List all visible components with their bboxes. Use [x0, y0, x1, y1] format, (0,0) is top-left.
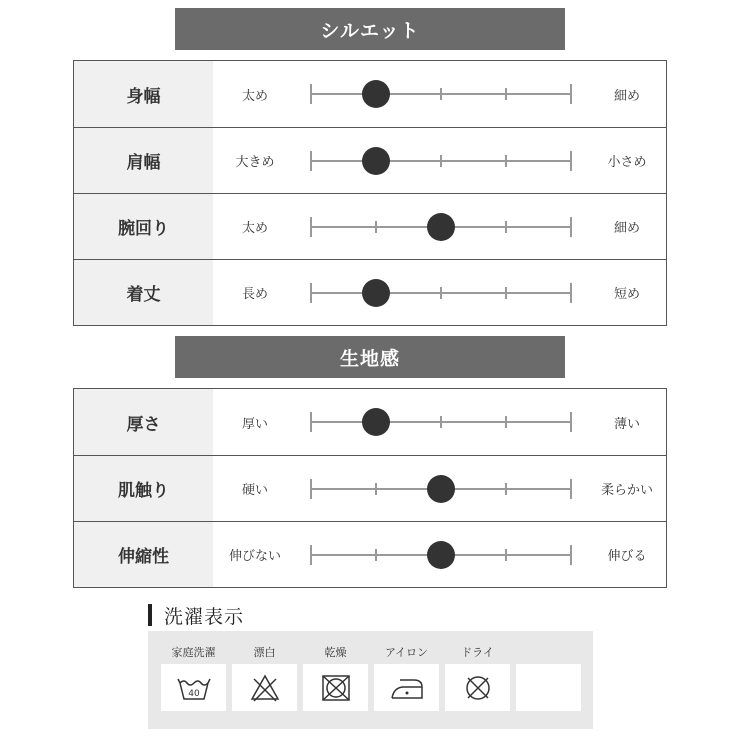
- care-icon-box: [303, 664, 368, 711]
- scale-indicator-dot: [362, 408, 390, 436]
- row-label: 伸縮性: [74, 522, 213, 587]
- scale-indicator-dot: [362, 279, 390, 307]
- scale-tick: [505, 155, 507, 167]
- scale-left-label: 硬い: [241, 483, 268, 498]
- scale-tick: [570, 84, 572, 104]
- scale-tick: [375, 483, 377, 495]
- care-item-dry-clean: [445, 631, 510, 729]
- scale-tick: [310, 151, 312, 171]
- texture-header: 生地感: [175, 336, 565, 378]
- scale-tick: [505, 88, 507, 100]
- scale-indicator-dot: [427, 541, 455, 569]
- scale-tick: [375, 221, 377, 233]
- care-item-empty: [516, 631, 581, 729]
- row-label: 肩幅: [74, 128, 213, 193]
- scale-tick: [440, 88, 442, 100]
- washtub-40-icon: [176, 673, 212, 703]
- scale-tick: [570, 283, 572, 303]
- scale-tick: [570, 545, 572, 565]
- scale-tick: [310, 84, 312, 104]
- scale: [310, 282, 572, 304]
- care-label: 漂白: [253, 646, 276, 659]
- care-icon-box-empty: [516, 664, 581, 711]
- scale-right-label: 薄い: [613, 416, 640, 432]
- scale-tick: [440, 287, 442, 299]
- scale-indicator-dot: [362, 147, 390, 175]
- silhouette-table: [73, 60, 667, 326]
- scale-tick: [570, 412, 572, 432]
- scale-tick: [505, 549, 507, 561]
- scale-left-label: 長め: [241, 287, 268, 302]
- care-label: ドライ: [461, 646, 494, 659]
- care-label: アイロン: [384, 646, 428, 659]
- scale-tick: [310, 412, 312, 432]
- care-item-home-wash: [161, 631, 226, 729]
- scale-tick: [505, 287, 507, 299]
- silhouette-row: [74, 127, 666, 193]
- scale-left-label: 大きめ: [235, 155, 275, 170]
- scale-tick: [310, 545, 312, 565]
- care-icon-box: [445, 664, 510, 711]
- care-title-text: 洗濯表示: [164, 605, 245, 628]
- scale: [310, 216, 572, 238]
- no-bleach-icon: [249, 673, 281, 703]
- scale-tick: [310, 217, 312, 237]
- wash-temperature: 40: [187, 688, 200, 699]
- texture-row: [74, 455, 666, 521]
- scale-indicator-dot: [362, 80, 390, 108]
- silhouette-row: [74, 61, 666, 127]
- scale-tick: [440, 416, 442, 428]
- silhouette-row: [74, 259, 666, 325]
- scale-tick: [310, 479, 312, 499]
- no-tumble-dry-icon: [320, 673, 352, 703]
- scale: [310, 83, 572, 105]
- scale-right-label: 小さめ: [607, 155, 647, 170]
- scale-right-label: 細め: [613, 88, 640, 104]
- scale-right-label: 短め: [613, 287, 640, 302]
- row-label: 着丈: [74, 260, 213, 325]
- scale-right-label: 柔らかい: [600, 483, 653, 498]
- scale-indicator-dot: [427, 213, 455, 241]
- scale-tick: [505, 483, 507, 495]
- texture-table: [73, 388, 667, 588]
- row-label: 肌触り: [74, 456, 213, 521]
- scale-tick: [375, 549, 377, 561]
- scale-tick: [570, 479, 572, 499]
- care-item-bleach: [232, 631, 297, 729]
- scale-left-label: 太め: [241, 221, 268, 236]
- care-label: 乾燥: [324, 646, 347, 659]
- care-label: 家庭洗濯: [171, 646, 216, 659]
- care-item-iron: [374, 631, 439, 729]
- scale-tick: [440, 155, 442, 167]
- row-label: 厚さ: [74, 389, 213, 455]
- scale-tick: [505, 416, 507, 428]
- texture-row: [74, 521, 666, 587]
- scale: [310, 544, 572, 566]
- scale-tick: [310, 283, 312, 303]
- scale-right-label: 細め: [613, 221, 640, 236]
- scale: [310, 411, 572, 433]
- scale: [310, 150, 572, 172]
- scale-left-label: 厚い: [241, 416, 268, 432]
- scale-right-label: 伸びる: [607, 549, 647, 564]
- row-label: 身幅: [74, 61, 213, 127]
- care-title: [148, 603, 244, 627]
- scale-tick: [570, 217, 572, 237]
- scale-left-label: 太め: [241, 88, 268, 104]
- silhouette-header: シルエット: [175, 8, 565, 50]
- no-dry-clean-icon: [462, 673, 494, 703]
- scale-tick: [505, 221, 507, 233]
- scale-tick: [570, 151, 572, 171]
- care-panel: [148, 631, 593, 729]
- scale-indicator-dot: [427, 475, 455, 503]
- scale: [310, 478, 572, 500]
- care-icon-box: [161, 664, 226, 711]
- scale-left-label: 伸びない: [228, 549, 281, 564]
- title-bar: [148, 604, 152, 626]
- care-icon-box: [232, 664, 297, 711]
- iron-icon: [389, 673, 425, 703]
- texture-row: [74, 389, 666, 455]
- silhouette-row: [74, 193, 666, 259]
- row-label: 腕回り: [74, 194, 213, 259]
- care-item-dry: [303, 631, 368, 729]
- care-icon-box: [374, 664, 439, 711]
